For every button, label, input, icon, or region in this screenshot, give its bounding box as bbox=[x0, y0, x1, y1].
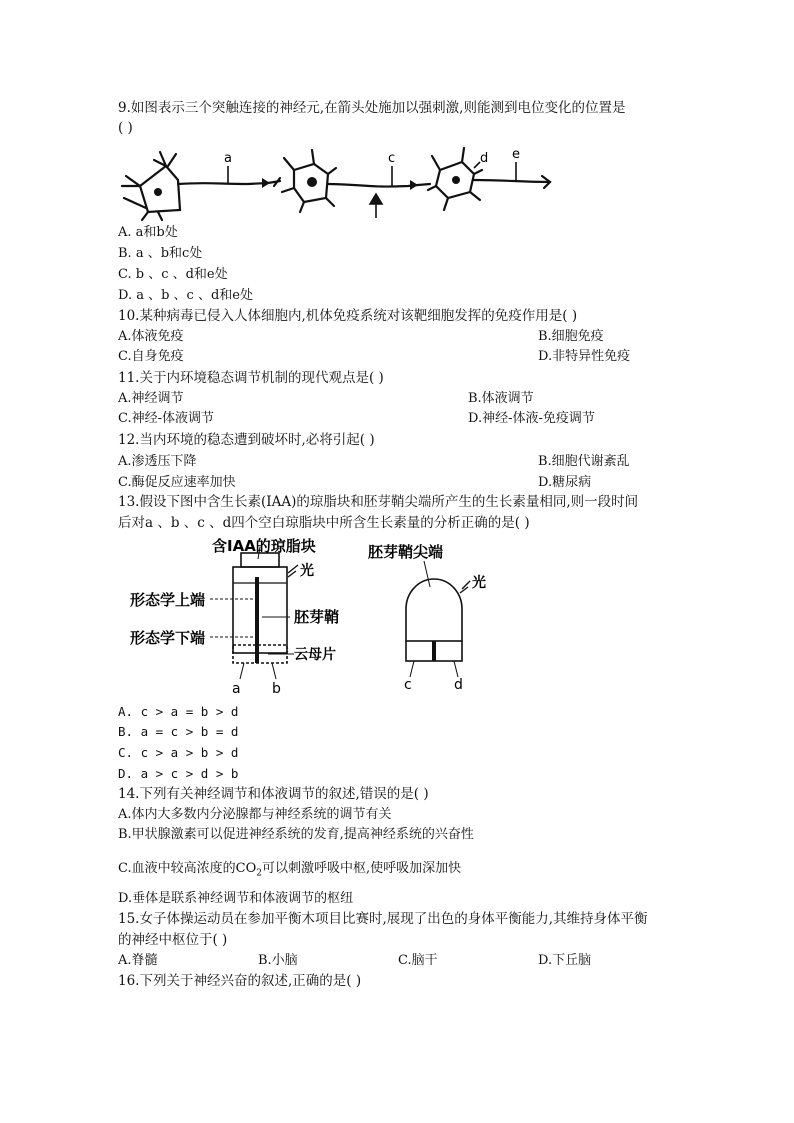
q13-option-d: D. a > c > d > b bbox=[118, 766, 239, 781]
q9-label-c: c bbox=[388, 151, 396, 166]
q13-option-a: A. c > a = b > d bbox=[118, 704, 239, 719]
q13-stem-line1: 13.假设下图中含生长素(IAA)的琼脂块和胚芽鞘尖端所产生的生长素量相同,则一段时间 bbox=[118, 494, 639, 510]
q13-label-a: a bbox=[232, 681, 241, 697]
q9-neuron-figure bbox=[118, 140, 556, 222]
q9-label-e: e bbox=[512, 147, 520, 162]
q9-option-b: B. a 、b和c处 bbox=[118, 246, 203, 261]
q15-stem-line2: 的神经中枢位于( ) bbox=[118, 932, 228, 948]
q13-option-c: C. c > a > b > d bbox=[118, 745, 239, 760]
q14-option-c-post: 可以刺激呼吸中枢,使呼吸加深加快 bbox=[261, 861, 462, 876]
q9-paren: ( ) bbox=[118, 120, 133, 136]
q12-option-c: C.酶促反应速率加快 bbox=[118, 475, 236, 490]
q10-option-a: A.体液免疫 bbox=[118, 329, 184, 344]
q11-stem: 11.关于内环境稳态调节机制的现代观点是( ) bbox=[118, 370, 384, 386]
q13-label-block-title: 含IAA的琼脂块 bbox=[212, 537, 316, 555]
q9-stem: 9.如图表示三个突触连接的神经元,在箭头处施加以强刺激,则能测到电位变化的位置是 bbox=[118, 100, 626, 116]
q11-option-d: D.神经-体液-免疫调节 bbox=[468, 411, 595, 426]
q13-label-mica: 云母片 bbox=[294, 647, 336, 663]
q13-label-lower: 形态学下端 bbox=[130, 629, 206, 647]
q9-option-c: C. b 、c 、d和e处 bbox=[118, 267, 228, 282]
q11-option-b: B.体液调节 bbox=[468, 391, 534, 406]
q13-option-b: B. a = c > b = d bbox=[118, 724, 239, 739]
q15-stem-line1: 15.女子体操运动员在参加平衡木项目比赛时,展现了出色的身体平衡能力,其维持身体平衡 bbox=[118, 911, 648, 927]
q9-label-a: a bbox=[224, 151, 232, 166]
q16-stem: 16.下列关于神经兴奋的叙述,正确的是( ) bbox=[118, 973, 362, 989]
q9-option-d: D. a 、b 、c 、d和e处 bbox=[118, 288, 253, 303]
q14-option-c-sub: 2 bbox=[256, 868, 262, 879]
q13-label-light2: 光 bbox=[472, 575, 486, 591]
q14-option-b: B.甲状腺激素可以促进神经系统的发育,提高神经系统的兴奋性 bbox=[118, 827, 474, 842]
q13-label-d: d bbox=[454, 677, 463, 693]
q14-option-c bbox=[118, 860, 461, 883]
q12-stem: 12.当内环境的稳态遭到破坏时,必将引起( ) bbox=[118, 432, 375, 448]
q10-option-d: D.非特异性免疫 bbox=[538, 349, 631, 364]
q15-option-d: D.下丘脑 bbox=[538, 953, 592, 968]
q11-option-a: A.神经调节 bbox=[118, 391, 184, 406]
q13-label-coleoptile: 胚芽鞘 bbox=[294, 608, 340, 626]
q13-label-c: c bbox=[404, 677, 412, 693]
q10-stem: 10.某种病毒已侵入人体细胞内,机体免疫系统对该靶细胞发挥的免疫作用是( ) bbox=[118, 308, 578, 324]
q13-stem-line2: 后对a 、b 、c 、d四个空白琼脂块中所含生长素量的分析正确的是( ) bbox=[118, 515, 530, 531]
q9-option-a: A. a和b处 bbox=[118, 225, 178, 240]
q15-option-a: A.脊髓 bbox=[118, 953, 158, 968]
q14-stem: 14.下列有关神经调节和体液调节的叙述,错误的是( ) bbox=[118, 786, 429, 802]
q14-option-c-pre: C.血液中较高浓度的CO bbox=[118, 861, 257, 876]
q13-label-b: b bbox=[272, 681, 281, 697]
q14-option-a: A.体内大多数内分泌腺都与神经系统的调节有关 bbox=[118, 807, 392, 822]
q13-label-upper: 形态学上端 bbox=[130, 591, 206, 609]
q12-option-d: D.糖尿病 bbox=[538, 475, 592, 490]
q11-option-c: C.神经-体液调节 bbox=[118, 411, 215, 426]
q13-label-light1: 光 bbox=[300, 563, 314, 579]
q13-label-tip-title: 胚芽鞘尖端 bbox=[368, 543, 444, 561]
q15-option-c: C.脑干 bbox=[398, 953, 438, 968]
q13-coleoptile-figure bbox=[128, 537, 490, 699]
q10-option-c: C.自身免疫 bbox=[118, 349, 184, 364]
q9-label-d: d bbox=[480, 151, 489, 166]
q10-option-b: B.细胞免疫 bbox=[538, 329, 604, 344]
q12-option-a: A.渗透压下降 bbox=[118, 454, 197, 469]
q15-option-b: B.小脑 bbox=[258, 953, 298, 968]
q14-option-d: D.垂体是联系神经调节和体液调节的枢纽 bbox=[118, 891, 354, 906]
q12-option-b: B.细胞代谢紊乱 bbox=[538, 454, 630, 469]
